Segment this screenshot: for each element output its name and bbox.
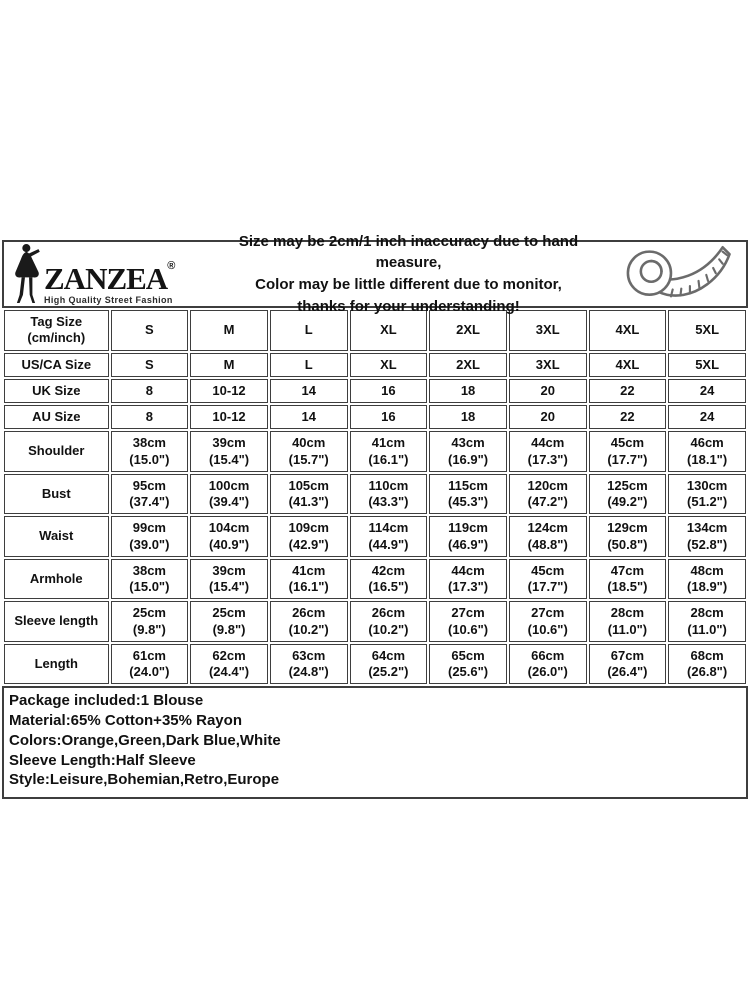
size-cell: 4XL — [589, 310, 667, 351]
size-cell: 2XL — [429, 353, 507, 377]
size-cell: 63cm (24.8") — [270, 644, 348, 685]
size-cell: 4XL — [589, 353, 667, 377]
size-cell: 8 — [111, 379, 189, 403]
size-cell: 24 — [668, 405, 746, 429]
size-cell: XL — [350, 310, 428, 351]
size-cell: 38cm (15.0") — [111, 559, 189, 600]
size-cell: 104cm (40.9") — [190, 516, 268, 557]
table-row — [4, 405, 746, 429]
size-cell: 114cm (44.9") — [350, 516, 428, 557]
row-label: Length — [4, 644, 109, 685]
table-row — [4, 516, 746, 557]
notice-line: thanks for your understanding! — [297, 297, 520, 315]
size-cell: 42cm (16.5") — [350, 559, 428, 600]
size-cell: 130cm (51.2") — [668, 474, 746, 515]
row-label: Bust — [4, 474, 109, 515]
table-row — [4, 601, 746, 642]
size-cell: 16 — [350, 405, 428, 429]
size-cell: M — [190, 310, 268, 351]
size-cell: 14 — [270, 379, 348, 403]
size-table — [2, 308, 748, 686]
size-cell: L — [270, 310, 348, 351]
table-row — [4, 644, 746, 685]
size-cell: 20 — [509, 379, 587, 403]
size-cell: 27cm (10.6") — [509, 601, 587, 642]
size-cell: 44cm (17.3") — [429, 559, 507, 600]
size-cell: 8 — [111, 405, 189, 429]
size-cell: 43cm (16.9") — [429, 431, 507, 472]
size-cell: 44cm (17.3") — [509, 431, 587, 472]
size-table-body — [4, 310, 746, 684]
size-cell: 26cm (10.2") — [270, 601, 348, 642]
size-cell: L — [270, 353, 348, 377]
size-cell: 125cm (49.2") — [589, 474, 667, 515]
notice-line: Size may be 2cm/1 inch inaccuracy due to hand measure, — [238, 232, 579, 272]
brand-name: ZANZEA® — [44, 260, 175, 296]
row-label: Shoulder — [4, 431, 109, 472]
tape-icon-wrap — [616, 243, 738, 305]
brand-tagline: High Quality Street Fashion — [44, 295, 173, 305]
size-cell: 115cm (45.3") — [429, 474, 507, 515]
registered-mark: ® — [167, 260, 175, 272]
size-cell: 3XL — [509, 310, 587, 351]
product-info-box — [2, 686, 748, 799]
size-cell: 39cm (15.4") — [190, 431, 268, 472]
row-label: UK Size — [4, 379, 109, 403]
size-cell: 3XL — [509, 353, 587, 377]
size-cell: M — [190, 353, 268, 377]
size-cell: 27cm (10.6") — [429, 601, 507, 642]
size-cell: 47cm (18.5") — [589, 559, 667, 600]
size-cell: 10-12 — [190, 405, 268, 429]
info-line-package: Package included:1 Blouse — [9, 692, 204, 710]
size-cell: 105cm (41.3") — [270, 474, 348, 515]
size-cell: 48cm (18.9") — [668, 559, 746, 600]
size-cell: 95cm (37.4") — [111, 474, 189, 515]
size-cell: 120cm (47.2") — [509, 474, 587, 515]
woman-silhouette-icon — [12, 243, 42, 305]
size-cell: 66cm (26.0") — [509, 644, 587, 685]
size-cell: 22 — [589, 379, 667, 403]
row-label: Waist — [4, 516, 109, 557]
row-label: AU Size — [4, 405, 109, 429]
notice-line: Color may be little different due to monitor, — [255, 276, 562, 293]
size-cell: 24 — [668, 379, 746, 403]
size-cell: S — [111, 310, 189, 351]
size-cell: 22 — [589, 405, 667, 429]
size-cell: 61cm (24.0") — [111, 644, 189, 685]
size-cell: 129cm (50.8") — [589, 516, 667, 557]
row-label: Sleeve length — [4, 601, 109, 642]
size-cell: 18 — [429, 379, 507, 403]
size-cell: 25cm (9.8") — [111, 601, 189, 642]
size-cell: 65cm (25.6") — [429, 644, 507, 685]
table-row — [4, 353, 746, 377]
size-cell: 25cm (9.8") — [190, 601, 268, 642]
table-row — [4, 431, 746, 472]
brand-logo — [12, 243, 207, 305]
size-cell: 64cm (25.2") — [350, 644, 428, 685]
measure-notice — [207, 231, 616, 318]
size-cell: 10-12 — [190, 379, 268, 403]
size-cell: 41cm (16.1") — [270, 559, 348, 600]
size-cell: 99cm (39.0") — [111, 516, 189, 557]
size-cell: 14 — [270, 405, 348, 429]
size-cell: S — [111, 353, 189, 377]
table-row — [4, 379, 746, 403]
size-cell: 40cm (15.7") — [270, 431, 348, 472]
size-cell: 5XL — [668, 353, 746, 377]
size-cell: 100cm (39.4") — [190, 474, 268, 515]
size-cell: 67cm (26.4") — [589, 644, 667, 685]
row-label: Tag Size (cm/inch) — [4, 310, 109, 351]
size-cell: 45cm (17.7") — [589, 431, 667, 472]
size-cell: 68cm (26.8") — [668, 644, 746, 685]
size-cell: 134cm (52.8") — [668, 516, 746, 557]
row-label: Armhole — [4, 559, 109, 600]
size-cell: 39cm (15.4") — [190, 559, 268, 600]
header-box — [2, 232, 748, 315]
table-row — [4, 559, 746, 600]
size-cell: 110cm (43.3") — [350, 474, 428, 515]
row-label: US/CA Size — [4, 353, 109, 377]
size-cell: 28cm (11.0") — [668, 601, 746, 642]
size-chart-sheet — [2, 232, 748, 799]
measuring-tape-icon — [618, 243, 736, 305]
size-cell: 41cm (16.1") — [350, 431, 428, 472]
brand-text — [44, 260, 175, 305]
size-cell: 38cm (15.0") — [111, 431, 189, 472]
info-line-colors: Colors:Orange,Green,Dark Blue,White — [9, 731, 281, 749]
size-cell: 20 — [509, 405, 587, 429]
size-cell: 2XL — [429, 310, 507, 351]
size-cell: 5XL — [668, 310, 746, 351]
size-cell: 119cm (46.9") — [429, 516, 507, 557]
size-cell: 28cm (11.0") — [589, 601, 667, 642]
size-cell: 16 — [350, 379, 428, 403]
info-line-style: Style:Leisure,Bohemian,Retro,Europe — [9, 771, 280, 789]
size-cell: 45cm (17.7") — [509, 559, 587, 600]
size-cell: 109cm (42.9") — [270, 516, 348, 557]
size-cell: 62cm (24.4") — [190, 644, 268, 685]
size-cell: 124cm (48.8") — [509, 516, 587, 557]
size-cell: 46cm (18.1") — [668, 431, 746, 472]
size-cell: 18 — [429, 405, 507, 429]
table-row — [4, 474, 746, 515]
info-line-sleeve: Sleeve Length:Half Sleeve — [9, 751, 196, 769]
info-line-material: Material:65% Cotton+35% Rayon — [9, 712, 242, 730]
size-cell: XL — [350, 353, 428, 377]
size-cell: 26cm (10.2") — [350, 601, 428, 642]
